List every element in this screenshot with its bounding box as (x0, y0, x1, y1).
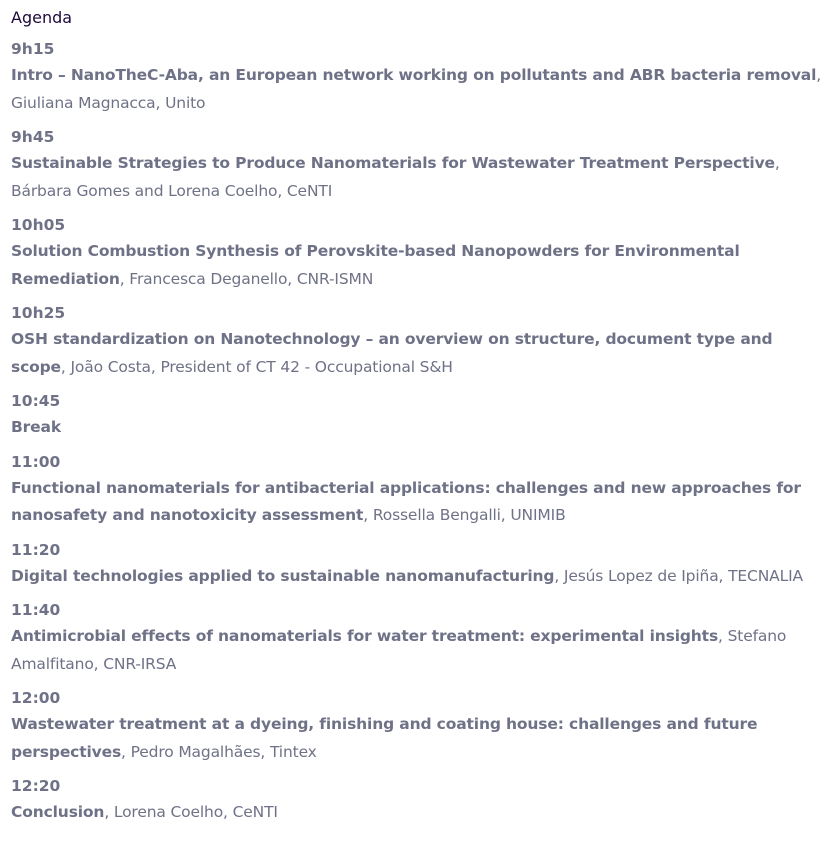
session-speaker: Francesca Deganello, CNR-ISMN (124, 269, 374, 288)
agenda-description (11, 414, 831, 442)
agenda-item (11, 775, 837, 827)
session-speaker: João Costa, President of CT 42 - Occupational S&H (65, 357, 453, 376)
agenda-time: 10:45 (11, 392, 61, 410)
session-title: Wastewater treatment at a dyeing, finishing and coating house: challenges and future perspectives (11, 715, 758, 761)
session-speaker: Stefano Amalfitano, CNR-IRSA (11, 627, 787, 673)
separator: , (718, 627, 723, 645)
session-title: Solution Combustion Synthesis of Perovskite-based Nanopowders for Environmental Remediation (11, 242, 740, 288)
agenda-heading: Agenda (11, 8, 73, 27)
agenda-time: 12:00 (11, 689, 61, 707)
separator: , (554, 566, 560, 585)
session-title: Antimicrobial effects of nanomaterials for water treatment: experimental insights (11, 627, 719, 645)
agenda-description (11, 238, 831, 293)
agenda-time: 9h15 (11, 40, 55, 58)
agenda-time: 10h25 (11, 304, 66, 322)
session-speaker: Lorena Coelho, CeNTI (109, 803, 278, 821)
session-speaker: Jesús Lopez de Ipiña, TECNALIA (559, 566, 803, 585)
separator: , (363, 506, 369, 524)
agenda-description (11, 799, 831, 827)
separator: , (104, 803, 110, 821)
separator: , (119, 269, 125, 288)
session-title: Break (11, 418, 61, 436)
agenda-description (11, 563, 831, 591)
separator: , (816, 66, 822, 84)
session-speaker: Rossella Bengalli, UNIMIB (368, 506, 566, 524)
agenda-description (11, 475, 831, 530)
agenda-item (11, 539, 837, 591)
separator: , (774, 154, 780, 172)
agenda-time: 10h05 (11, 216, 66, 234)
session-title: Sustainable Strategies to Produce Nanomaterials for Wastewater Treatment Perspective (11, 154, 775, 172)
agenda-time: 11:40 (11, 601, 61, 619)
session-title: Intro – NanoTheC-Aba, an European network working on pollutants and ABR bacteria removal (11, 66, 817, 84)
session-speaker: Giuliana Magnacca, Unito (11, 93, 206, 112)
agenda-item (11, 126, 837, 205)
agenda-item (11, 687, 837, 766)
session-title: OSH standardization on Nanotechnology – an overview on structure, document type and scope (11, 330, 773, 376)
separator: , (121, 742, 126, 761)
agenda-description (11, 623, 831, 678)
agenda-item (11, 599, 837, 678)
agenda-item (11, 214, 837, 293)
session-speaker: Pedro Magalhães, Tintex (125, 742, 317, 761)
agenda-description (11, 62, 831, 117)
session-title: Functional nanomaterials for antibacterial applications: challenges and new approaches for nanosafety and nanotoxicity assessment (11, 478, 801, 524)
agenda-time: 11:20 (11, 540, 61, 559)
agenda-description (11, 150, 831, 205)
agenda-item (11, 390, 837, 442)
agenda-description (11, 711, 831, 766)
agenda-item (11, 302, 837, 381)
session-title: Digital technologies applied to sustainable nanomanufacturing (11, 566, 555, 585)
agenda-item (11, 38, 837, 117)
agenda-time: 11:00 (11, 452, 61, 471)
agenda-description (11, 326, 831, 381)
session-title: Conclusion (11, 803, 105, 821)
session-speaker: Bárbara Gomes and Lorena Coelho, CeNTI (11, 181, 333, 200)
agenda-item (11, 451, 837, 530)
agenda-time: 12:20 (11, 777, 61, 795)
separator: , (60, 357, 66, 376)
agenda-time: 9h45 (11, 128, 55, 146)
